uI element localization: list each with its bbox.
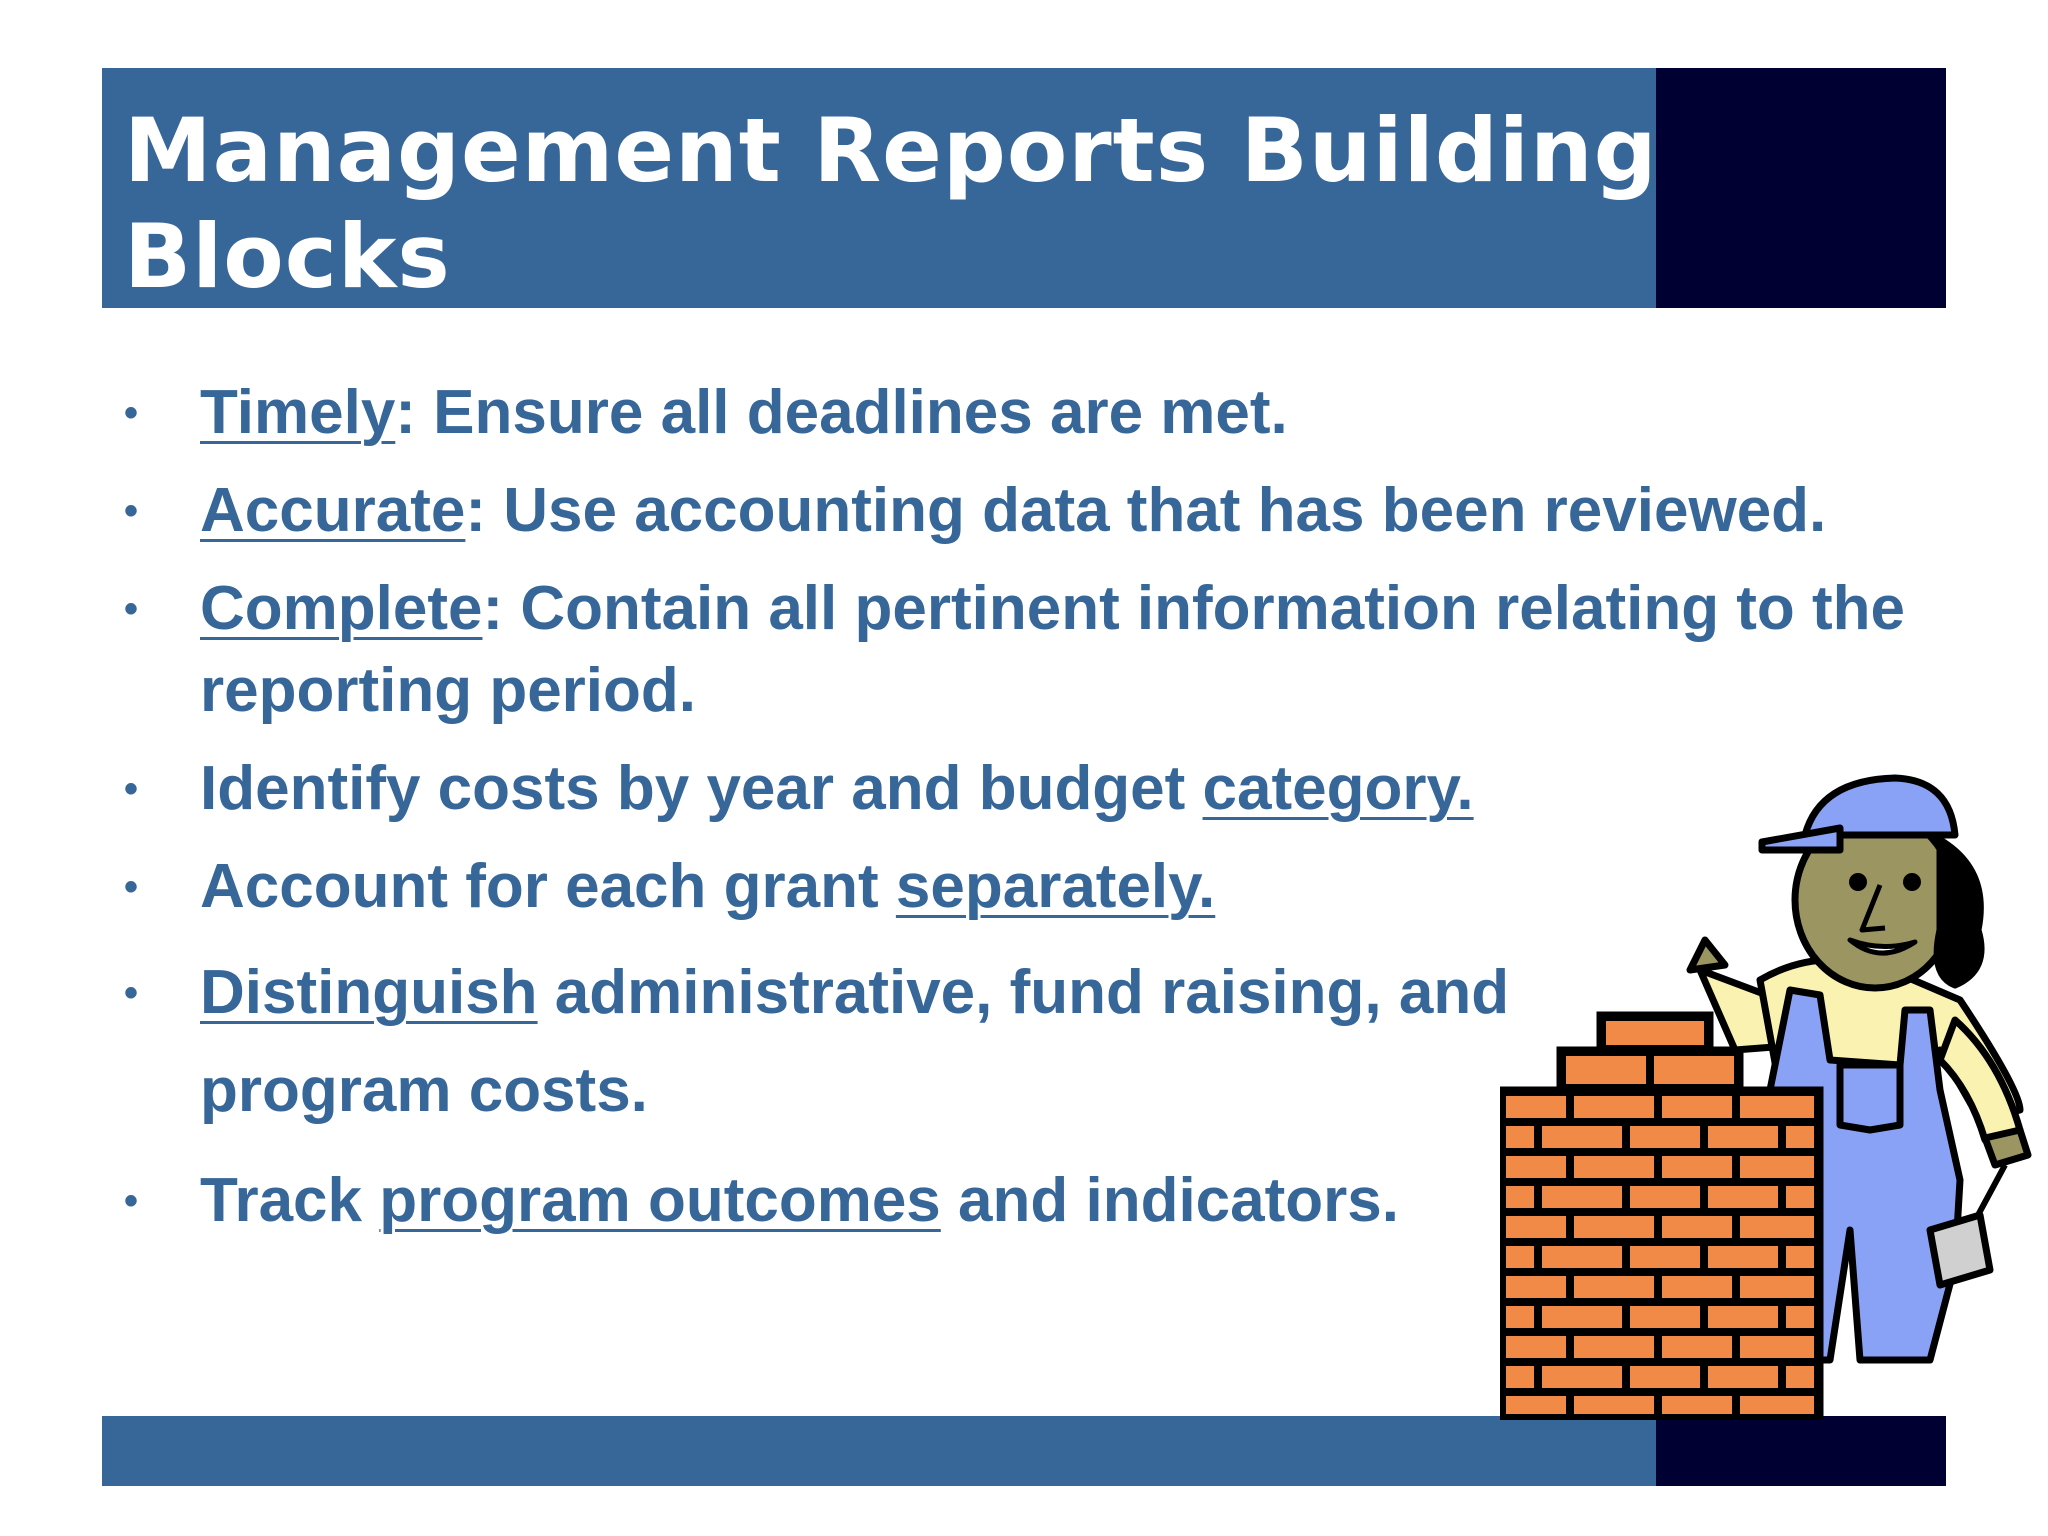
bullet-dot: • [124,1179,139,1223]
bullet-accurate [120,470,1920,552]
bullet-term: category. [1202,754,1474,823]
bullet-dot: • [124,587,139,631]
slide-title: Management Reports Building Blocks [124,99,1658,308]
bullet-timely [120,372,1920,454]
bullet-dot: • [124,391,139,435]
bullet-text: : Ensure all deadlines are met. [395,378,1288,447]
bullet-term: Timely [200,378,396,447]
bullet-term: program outcomes [379,1166,941,1235]
bullet-text: Track [200,1166,380,1235]
bricklayer-icon [1500,760,2048,1420]
bullet-text: administrative, fund raising, and program costs. [200,958,1510,1125]
bullet-term: separately. [895,852,1216,921]
bullet-term: Complete [200,574,483,643]
bullet-text: : Use accounting data that has been reviewed. [465,476,1827,545]
bullet-term: Distinguish [200,958,538,1027]
footer-accent-block [1656,1416,1946,1486]
bullet-complete [120,568,1920,732]
footer-bar [102,1416,1656,1486]
bullet-text: and indicators. [940,1166,1399,1235]
bullet-dot: • [124,489,139,533]
title-accent-block [1656,68,1946,308]
bullet-term: Accurate [200,476,466,545]
bullet-dot: • [124,971,139,1015]
bullet-text: : Contain all pertinent information relating to the reporting period. [200,574,1906,725]
bullet-text: Identify costs by year and budget [200,754,1203,823]
bullet-dot: • [124,865,139,909]
bullet-text: Account for each grant [200,852,896,921]
bullet-distinguish [120,944,1650,1140]
bullet-dot: • [124,767,139,811]
